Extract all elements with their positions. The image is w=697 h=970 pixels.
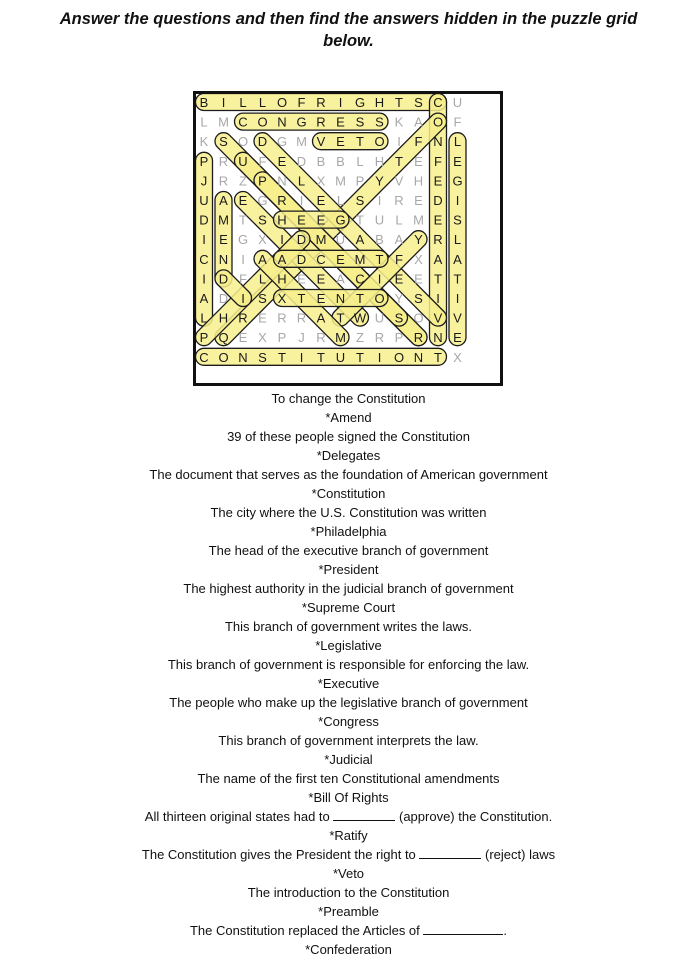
grid-letter: E [316,212,326,228]
grid-letter: N [277,173,287,189]
grid-letter: U [335,349,346,365]
clue-text: The Constitution gives the President the right to [141,847,420,862]
clue-answer: *Delegates [316,448,381,463]
grid-letter: G [237,232,249,248]
grid-letter: I [377,349,382,365]
grid-letter: H [374,95,385,110]
grid-letter: O [218,349,229,365]
grid-letter: D [296,232,307,248]
clue-answer: *Judicial [324,752,373,767]
grid-letter: R [433,232,443,248]
clue-question [0,921,697,940]
grid-letter: E [414,153,423,169]
grid-letter: A [355,232,365,248]
grid-letter: U [335,232,346,248]
grid-letter: D [257,134,268,150]
grid-letter: L [453,232,462,248]
grid-letter: U [238,153,248,169]
grid-letter: B [336,153,345,169]
grid-letter: I [455,291,460,306]
clue-text: . [503,923,508,938]
grid-letter: R [316,95,326,110]
clue-answer: *Veto [332,866,365,881]
grid-letter: G [257,193,268,208]
grid-letter: R [394,193,404,208]
grid-letter: N [277,114,287,130]
grid-letter: W [353,310,367,326]
grid-letter: I [436,291,440,306]
grid-letter: M [315,232,327,248]
grid-letter: X [414,251,423,267]
answer-blank [333,808,395,821]
grid-letter: S [414,291,423,306]
grid-letter: X [316,173,326,189]
clue-answer: *Preamble [318,904,379,919]
grid-letter: X [453,349,462,365]
instructions-line-1: Answer the questions and then find the answers hidden in the puzzle grid [59,10,638,28]
grid-letter: A [199,291,209,306]
grid-letter: Y [375,173,384,189]
grid-letter: M [354,251,366,267]
grid-letter: K [199,134,209,150]
grid-letter: S [219,134,228,150]
grid-letter: V [316,134,326,150]
grid-letter: H [218,310,229,326]
grid-letter: C [199,349,209,365]
clue-question: The head of the executive branch of government [208,543,489,558]
grid-letter: I [241,291,245,306]
grid-letter: C [355,271,365,287]
clue-question [0,807,697,826]
grid-letter: E [414,271,423,287]
clue-answer: *Executive [317,676,380,691]
grid-letter: B [316,153,326,169]
grid-letter: R [218,173,229,189]
grid-letter: D [218,291,229,306]
grid-letter: A [219,193,228,208]
grid-letter: L [356,153,364,169]
answer-blank [423,922,503,935]
grid-letter: F [258,153,267,169]
clue-question: This branch of government is responsible for enforcing the law. [167,657,530,672]
grid-letter: E [336,251,345,267]
grid-letter: R [316,330,326,346]
clue-question: The city where the U.S. Constitution was written [210,505,487,520]
grid-letter: N [433,330,443,346]
grid-letter: P [258,173,267,189]
grid-letter: D [433,193,443,208]
grid-letter: A [258,251,267,267]
clue-text: The Constitution replaced the Articles of [189,923,424,938]
grid-letter: L [200,114,208,130]
grid-letter: I [397,134,401,150]
grid-letter: Z [239,173,247,189]
grid-letter: V [394,173,404,189]
grid-letter: G [452,173,463,189]
grid-letter: T [395,153,403,169]
grid-letter: M [335,330,346,346]
grid-letter: I [299,349,304,365]
grid-letter: E [238,330,248,346]
grid-letter: O [393,349,405,365]
grid-letter: I [299,193,304,208]
grid-letter: N [218,251,229,267]
grid-letter: O [374,134,385,150]
grid-letter: N [335,291,346,306]
grid-letter: L [395,212,403,228]
grid-letter: D [218,271,229,287]
grid-letter: C [199,251,209,267]
grid-letter: E [336,114,345,130]
clue-question: The document that serves as the foundation of American government [149,467,548,482]
grid-letter: T [278,349,286,365]
clue-answer: *Philadelphia [310,524,387,539]
grid-letter: P [277,330,287,346]
grid-letter: T [336,310,345,326]
grid-letter: L [200,310,208,326]
grid-letter: D [296,153,307,169]
clue-answer: *Ratify [329,828,368,843]
grid-letter: F [414,134,423,150]
clue-question: To change the Constitution [271,391,426,406]
grid-letter: T [356,291,364,306]
grid-letter: E [394,271,404,287]
clue-answer: *Confederation [305,942,392,957]
grid-letter: T [434,271,442,287]
grid-letter: G [354,95,366,110]
grid-letter: A [453,251,462,267]
clue-question: The highest authority in the judicial branch of government [183,581,514,596]
grid-letter: E [453,330,462,346]
grid-letter: T [356,134,364,150]
grid-letter: E [316,271,326,287]
grid-letter: Q [218,330,229,346]
clue-question: The introduction to the Constitution [247,885,450,900]
grid-letter: H [413,173,424,189]
grid-letter: S [414,95,423,110]
grid-letter: P [199,330,209,346]
grid-letter: R [413,330,424,346]
grid-letter: I [202,232,206,248]
grid-letter: R [238,310,248,326]
grid-letter: I [377,271,382,287]
grid-letter: E [316,193,326,208]
answer-blank [419,846,481,859]
grid-letter: A [414,114,423,130]
grid-letter: I [280,232,284,248]
grid-letter: T [239,212,247,228]
grid-letter: E [433,212,443,228]
grid-letter: B [375,232,384,248]
grid-letter: D [296,251,307,267]
grid-letter: T [356,349,364,365]
clue-question: The people who make up the legislative branch of government [169,695,528,710]
clue-answer: *Amend [325,410,372,425]
grid-letter: N [413,349,424,365]
grid-letter: I [221,95,226,110]
grid-letter: O [374,291,385,306]
grid-letter: L [258,95,267,110]
grid-letter: F [434,153,442,169]
clue-answer: *Supreme Court [301,600,396,615]
grid-letter: R [277,310,287,326]
clue-text: (reject) laws [481,847,556,862]
grid-letter: F [239,271,247,287]
grid-letter: K [394,114,404,130]
grid-letter: A [336,271,345,287]
clue-answer: *Constitution [311,486,386,501]
clue-answer: *Bill Of Rights [308,790,389,805]
grid-letter: N [238,349,248,365]
grid-letter: M [218,114,229,130]
grid-letter: S [258,291,267,306]
grid-letter: T [375,251,384,267]
clue-list [0,389,697,959]
grid-letter: H [277,212,287,228]
grid-letter: J [200,173,208,189]
grid-letter: G [296,114,307,130]
grid-letter: R [277,193,287,208]
grid-letter: E [336,134,345,150]
grid-letter: G [335,212,346,228]
grid-letter: U [374,310,385,326]
grid-letter: R [296,310,307,326]
grid-letter: B [199,95,209,110]
found-word-highlight [274,290,389,307]
grid-letter: E [453,153,462,169]
grid-letter: E [414,193,423,208]
grid-letter: S [375,114,384,130]
clue-answer: *Legislative [315,638,382,653]
grid-letter: E [316,291,326,306]
grid-letter: S [258,349,267,365]
grid-letter: O [432,114,444,130]
grid-letter: T [434,349,442,365]
grid-letter: I [338,95,343,110]
clue-question: This branch of government writes the laws. [224,619,473,634]
grid-letter: C [238,114,248,130]
grid-letter: E [258,310,267,326]
grid-letter: A [316,310,326,326]
grid-letter: C [433,95,443,110]
grid-letter: L [258,271,267,287]
grid-letter: V [433,310,443,326]
grid-letter: L [239,95,247,110]
grid-letter: U [452,95,463,110]
grid-letter: Z [356,330,364,346]
clue-question: The name of the first ten Constitutional amendments [197,771,500,786]
grid-letter: I [377,193,382,208]
grid-letter: A [433,251,443,267]
clue-question: This branch of government interprets the law. [218,733,479,748]
grid-letter: R [218,153,229,169]
grid-letter: V [453,310,462,326]
grid-letter: T [453,271,462,287]
grid-letter: S [258,212,267,228]
grid-letter: T [395,95,403,110]
grid-letter: I [241,251,245,267]
grid-letter: X [277,291,287,306]
grid-letter: L [336,193,345,208]
grid-letter: L [453,134,462,150]
grid-letter: U [374,212,385,228]
grid-letter: T [317,349,325,365]
grid-letter: H [277,271,287,287]
grid-letter: P [394,330,404,346]
grid-letter: A [277,251,287,267]
grid-letter: R [374,330,385,346]
grid-letter: E [277,153,287,169]
instructions [0,8,697,52]
grid-letter: E [297,271,306,287]
grid-letter: E [219,232,228,248]
grid-letter: F [453,114,462,130]
grid-letter: Y [394,291,404,306]
grid-letter: M [218,212,229,228]
clue-question [0,845,697,864]
grid-letter: X [258,232,267,248]
grid-letter: M [413,212,424,228]
clue-text: (approve) the Constitution. [395,809,553,824]
word-search-grid [193,91,503,386]
grid-letter: I [455,193,460,208]
grid-letter: S [355,114,365,130]
grid-letter: P [199,153,209,169]
grid-letter: S [394,310,404,326]
grid-letter: L [297,173,306,189]
clue-answer: *Congress [318,714,379,729]
grid-letter: P [355,173,365,189]
grid-letter: N [433,134,443,150]
clue-answer: *President [318,562,379,577]
grid-letter: U [199,193,209,208]
word-search-svg [193,91,503,386]
grid-letter: F [395,251,403,267]
instructions-line-2: below. [323,32,374,50]
grid-letter: O [257,114,268,130]
grid-letter: D [199,212,209,228]
grid-letter: F [297,95,306,110]
grid-letter: O [276,95,288,110]
grid-letter: E [238,193,248,208]
found-word-highlight [274,250,389,267]
grid-letter: T [356,212,364,228]
grid-letter: E [433,173,443,189]
grid-letter: M [296,134,307,150]
grid-letter: M [335,173,346,189]
grid-letter: O [413,310,424,326]
grid-letter: A [394,232,404,248]
grid-letter: J [298,330,305,346]
grid-letter: H [374,153,385,169]
grid-letter: T [297,291,306,306]
grid-letter: Y [414,232,423,248]
clue-question: 39 of these people signed the Constitution [227,429,470,444]
grid-letter: I [202,271,206,287]
grid-letter: S [453,212,462,228]
clue-text: All thirteen original states had to [144,809,334,824]
grid-letter: X [258,330,267,346]
grid-letter: O [237,134,249,150]
grid-letter: E [297,212,306,228]
grid-letter: S [355,193,365,208]
grid-letter: C [316,251,326,267]
grid-letter: R [316,114,326,130]
grid-letter: G [276,134,288,150]
